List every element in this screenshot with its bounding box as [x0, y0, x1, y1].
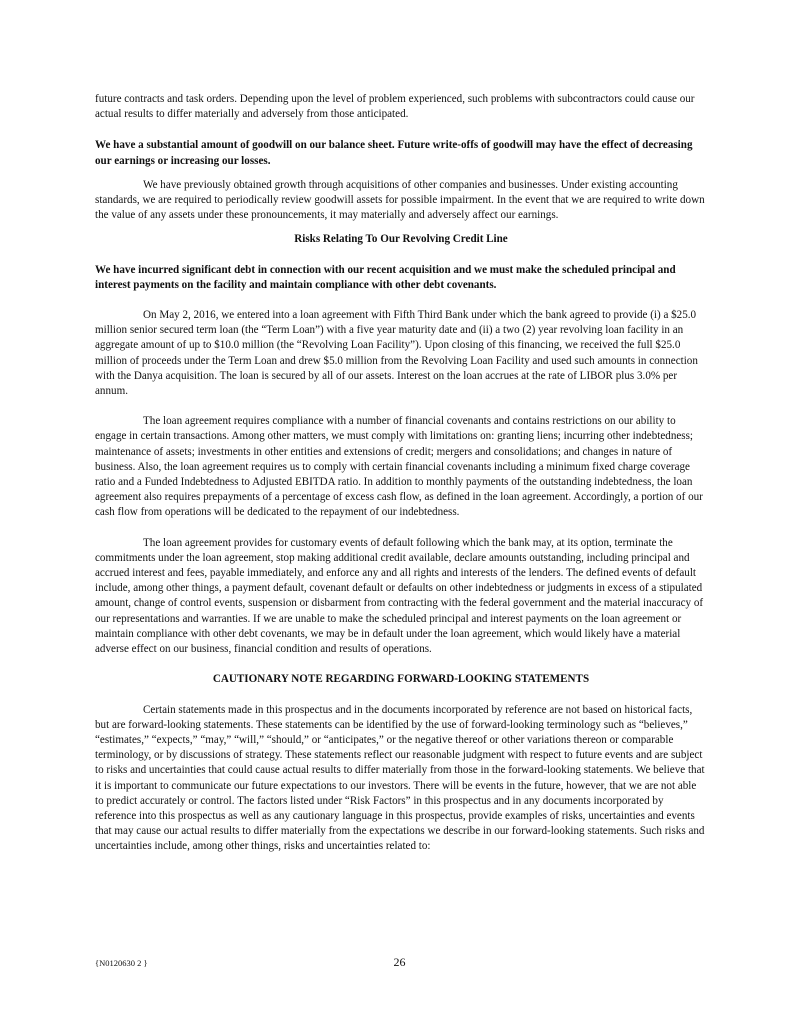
debt-risk-heading: We have incurred significant debt in connection with our recent acquisition and we must make the scheduled principal and interest payments on the facility and maintain compliance with other debt covenants.	[95, 263, 676, 291]
document-page	[95, 92, 707, 855]
page-number: 26	[393, 955, 406, 969]
loan-covenants-paragraph: The loan agreement requires compliance with a number of financial covenants and contains restrictions on our ability to engage in certain transactions. Among other matters, we must comply with limitations on: granting liens; incurring other indebtedness; maintenance of assets; investments in other entities and extensions of credit; mergers and consolidations; and changes in nature of business. Also, the loan agreement requires us to comply with certain financial covenants including a minimum fixed charge coverage ratio and a Funded Indebtedness to Adjusted EBITDA ratio. In addition to monthly payments of the outstanding indebtedness, the loan agreement also requires prepayments of a percentage of excess cash flow, as defined in the loan agreement. Accordingly, a portion of our cash flow from operations will be dedicated to the repayment of our indebtedness.	[95, 415, 703, 519]
loan-default-paragraph: The loan agreement provides for customary events of default following which the bank may, at its option, terminate the commitments under the loan agreement, stop making additional credit available, declare amounts outstanding, including principal and accrued interest and fees, payable immediately, and enforce any and all rights and interests of the lenders. The defined events of default include, among other things, a payment default, covenant default or defaults on other indebtedness or judgments in excess of a stipulated amount, change of control events, suspension or disbarment from contracting with the federal government and the material inaccuracy of our representations and warranties. If we are unable to make the scheduled principal and interest payments on the loan agreement or maintain compliance with other debt covenants, we may be in default under the loan agreement, which would likely have a material adverse effect on our business, financial condition and results of operations.	[95, 536, 704, 656]
loan-agreement-paragraph: On May 2, 2016, we entered into a loan agreement with Fifth Third Bank under which the bank agreed to provide (i) a $25.0 million senior secured term loan (the “Term Loan”) with a five year maturity date and (ii) a two (2) year revolving loan facility in an aggregate amount of up to $10.0 million (the “Revolving Loan Facility”). Upon closing of this financing, we received the full $25.0 million of proceeds under the Term Loan and drew $5.0 million from the Revolving Loan Facility and used such amounts in connection with the Danya acquisition. The loan is secured by all of our assets. Interest on the loan accrues at the rate of LIBOR plus 3.0% per annum.	[95, 309, 698, 398]
goodwill-risk-heading: We have a substantial amount of goodwill on our balance sheet. Future write-offs of goodwill may have the effect of decreasing our earnings or increasing our losses.	[95, 139, 693, 167]
cautionary-note-heading: CAUTIONARY NOTE REGARDING FORWARD-LOOKING STATEMENTS	[212, 673, 590, 686]
revolving-credit-section-heading: Risks Relating To Our Revolving Credit Line	[294, 233, 508, 246]
continued-paragraph: future contracts and task orders. Depending upon the level of problem experienced, such problems with subcontractors could cause our actual results to differ materially and adversely from those anticipated.	[95, 93, 695, 121]
footer-document-id: {N0120630 2 }	[95, 958, 148, 968]
goodwill-risk-paragraph: We have previously obtained growth through acquisitions of other companies and businesses. Under existing accounting standards, we are required to periodically review goodwill assets for possible impairment. In the event that we are required to write down the value of any assets under these pronouncements, it may materially and adversely affect our earnings.	[95, 178, 705, 222]
cautionary-note-paragraph: Certain statements made in this prospectus and in the documents incorporated by reference are not based on historical facts, but are forward-looking statements. These statements can be identified by the use of forward-looking terminology such as “believes,” “estimates,” “expects,” “may,” “will,” “should,” or “anticipates,” or the negative thereof or other variations thereon or comparable terminology, or by discussions of strategy. These statements reflect our reasonable judgment with respect to future events and are subject to risks and uncertainties that could cause actual results to differ materially from those in the forward-looking statements. We believe that it is important to communicate our future expectations to our investors. There will be events in the future, however, that we are not able to predict accurately or control. The factors listed under “Risk Factors” in this prospectus and in any documents incorporated by reference into this prospectus as well as any cautionary language in this prospectus, provide examples of risks, uncertainties and events that may cause our actual results to differ materially from the expectations we describe in our forward-looking statements. Such risks and uncertainties include, among other things, risks and uncertainties related to:	[95, 703, 705, 853]
